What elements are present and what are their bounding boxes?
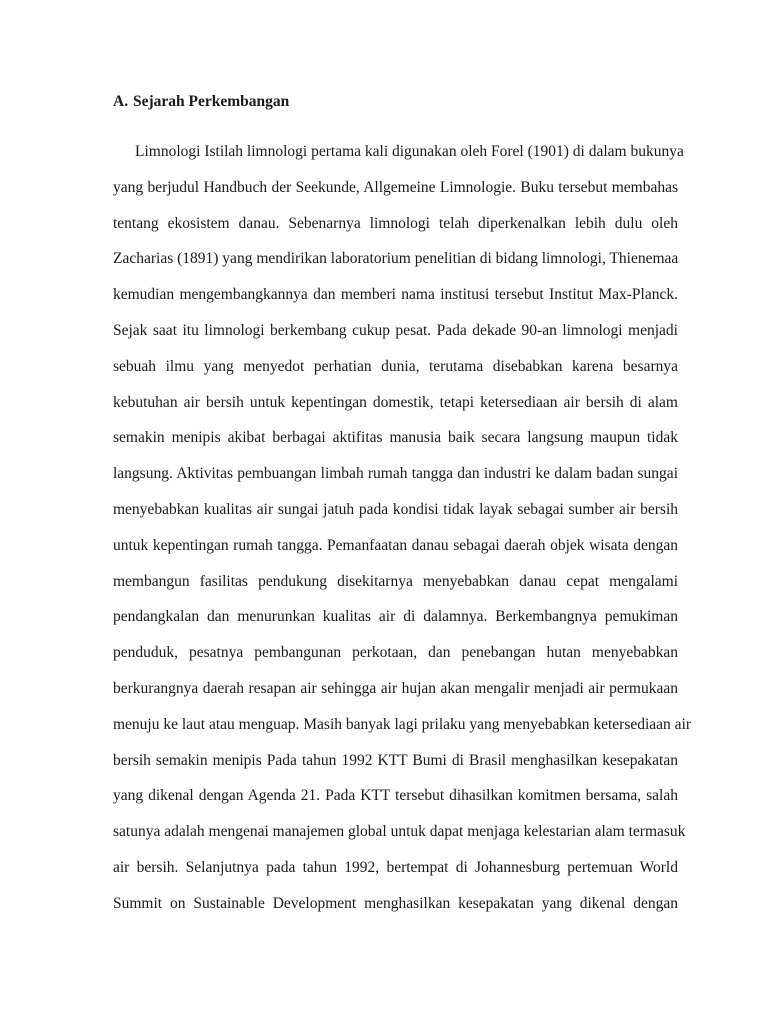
paragraph-line: menuju ke laut atau menguap. Masih banyak lagi prilaku yang menyebabkan ketersediaan air	[113, 715, 692, 733]
paragraph-line: pendangkalan dan menurunkan kualitas air di dalamnya. Berkembangnya pemukiman	[113, 608, 678, 626]
section-title: Sejarah Perkembangan	[133, 93, 290, 110]
paragraph-line: langsung. Aktivitas pembuangan limbah rumah tangga dan industri ke dalam badan sungai	[113, 465, 678, 483]
paragraph-line: Summit on Sustainable Development menghasilkan kesepakatan yang dikenal dengan	[113, 894, 678, 912]
section-number: A.	[113, 93, 129, 110]
paragraph-line: yang berjudul Handbuch der Seekunde, Allgemeine Limnologie. Buku tersebut membahas	[113, 178, 678, 196]
paragraph-line: Zacharias (1891) yang mendirikan laboratorium penelitian di bidang limnologi, Thienemaa	[113, 250, 679, 268]
paragraph-line: sebuah ilmu yang menyedot perhatian dunia, terutama disebabkan karena besarnya	[113, 357, 678, 375]
paragraph-line: berkurangnya daerah resapan air sehingga air hujan akan mengalir menjadi air permukaan	[113, 680, 678, 697]
paragraph-line: satunya adalah mengenai manajemen global untuk dapat menjaga kelestarian alam termasuk	[113, 823, 686, 841]
paragraph-line: Sejak saat itu limnologi berkembang cukup pesat. Pada dekade 90-an limnologi menjadi	[113, 322, 678, 339]
paragraph-line: kemudian mengembangkannya dan memberi nama institusi tersebut Institut Max-Planck.	[113, 286, 678, 304]
paragraph-line: kebutuhan air bersih untuk kepentingan domestik, tetapi ketersediaan air bersih di alam	[113, 393, 678, 411]
paragraph-line: semakin menipis akibat berbagai aktifitas manusia baik secara langsung maupun tidak	[113, 429, 678, 447]
paragraph-line: Limnologi Istilah limnologi pertama kali digunakan oleh Forel (1901) di dalam bukunya	[135, 143, 684, 160]
paragraph-line: membangun fasilitas pendukung disekitarnya menyebabkan danau cepat mengalami	[113, 572, 678, 590]
paragraph-line: air bersih. Selanjutnya pada tahun 1992, bertempat di Johannesburg pertemuan World	[113, 859, 678, 876]
paragraph-line: bersih semakin menipis Pada tahun 1992 KTT Bumi di Brasil menghasilkan kesepakatan	[113, 751, 678, 769]
paragraph-line: menyebabkan kualitas air sungai jatuh pada kondisi tidak layak sebagai sumber air bersih	[113, 501, 678, 518]
paragraph-line: penduduk, pesatnya pembangunan perkotaan, dan penebangan hutan menyebabkan	[113, 644, 678, 662]
paragraph-line: untuk kepentingan rumah tangga. Pemanfaatan danau sebagai daerah objek wisata dengan	[113, 536, 678, 554]
paragraph-line: tentang ekosistem danau. Sebenarnya limnologi telah diperkenalkan lebih dulu oleh	[113, 214, 678, 232]
section-heading	[113, 93, 289, 111]
paragraph-line: yang dikenal dengan Agenda 21. Pada KTT tersebut dihasilkan komitmen bersama, salah	[113, 787, 678, 805]
